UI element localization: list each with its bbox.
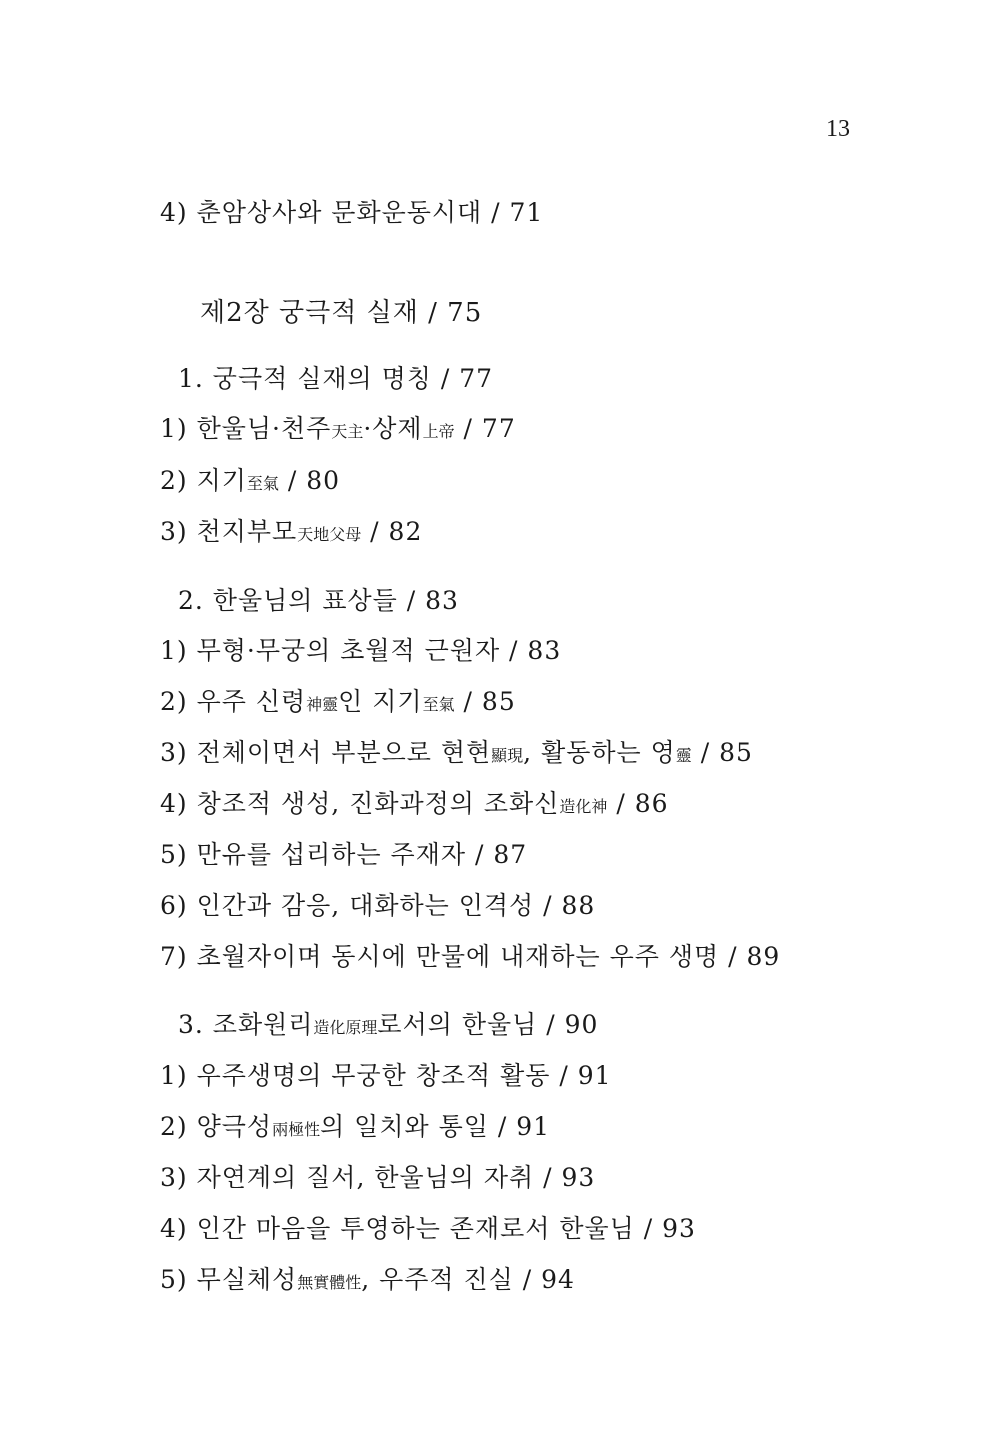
hanja-annotation: 無實體性: [297, 1273, 362, 1292]
hanja-annotation: 天主: [331, 422, 364, 441]
hanja-annotation: 顯現: [491, 746, 524, 765]
entry-text: 1) 한울님·천주: [160, 414, 332, 443]
section-heading: 2. 한울님의 표상들 / 83: [178, 586, 459, 615]
entry-text: / 77: [454, 414, 516, 443]
toc-entry: [160, 464, 340, 501]
entry-text: 2) 지기: [160, 466, 247, 495]
toc-entry: 3) 자연계의 질서, 한울님의 자취 / 93: [160, 1163, 596, 1192]
toc-entry: [160, 1110, 550, 1147]
chapter-heading: 제2장 궁극적 실재 / 75: [200, 298, 483, 328]
entry-text: 2) 우주 신령: [160, 687, 307, 716]
toc-entry: [160, 412, 516, 449]
entry-text: 2) 양극성: [160, 1112, 273, 1141]
hanja-annotation: 造化原理: [313, 1018, 378, 1037]
hanja-annotation: 靈: [675, 746, 692, 765]
toc-entry: 1) 무형·무궁의 초월적 근원자 / 83: [160, 636, 562, 665]
entry-text: 5) 무실체성: [160, 1265, 298, 1294]
entry-text: 3. 조화원리: [178, 1010, 314, 1039]
toc-entry: [160, 1263, 575, 1300]
hanja-annotation: 上帝: [422, 422, 455, 441]
toc-entry: [160, 736, 753, 773]
toc-entry: [160, 787, 669, 824]
toc-entry: [160, 515, 422, 552]
hanja-annotation: 至氣: [246, 474, 279, 493]
entry-text: / 85: [454, 687, 516, 716]
entry-text: 로서의 한울님 / 90: [377, 1010, 599, 1039]
hanja-annotation: 神靈: [306, 695, 339, 714]
entry-text: / 86: [607, 789, 669, 818]
hanja-annotation: 天地父母: [297, 525, 362, 544]
entry-text: 인 지기: [338, 687, 423, 716]
hanja-annotation: 造化神: [559, 797, 608, 816]
entry-text: , 우주적 진실 / 94: [361, 1265, 575, 1294]
toc-entry: 6) 인간과 감응, 대화하는 인격성 / 88: [160, 891, 596, 920]
section-heading: [178, 1008, 598, 1045]
entry-text: 4) 창조적 생성, 진화과정의 조화신: [160, 789, 560, 818]
toc-entry: 1) 우주생명의 무궁한 창조적 활동 / 91: [160, 1061, 612, 1090]
entry-text: ·상제: [363, 414, 423, 443]
entry-text: 3) 천지부모: [160, 517, 298, 546]
hanja-annotation: 兩極性: [272, 1120, 321, 1139]
entry-text: / 82: [361, 517, 423, 546]
entry-text: , 활동하는 영: [523, 738, 676, 767]
hanja-annotation: 至氣: [422, 695, 455, 714]
section-heading: 1. 궁극적 실재의 명칭 / 77: [178, 364, 494, 393]
toc-entry: 5) 만유를 섭리하는 주재자 / 87: [160, 840, 528, 869]
toc-entry: [160, 685, 516, 722]
entry-text: / 85: [691, 738, 753, 767]
toc-entry: 7) 초월자이며 동시에 만물에 내재하는 우주 생명 / 89: [160, 942, 781, 971]
toc-entry: 4) 인간 마음을 투영하는 존재로서 한울님 / 93: [160, 1214, 696, 1243]
toc-entry: 4) 춘암상사와 문화운동시대 / 71: [160, 198, 544, 227]
entry-text: / 80: [278, 466, 341, 495]
page-number: 13: [826, 116, 850, 142]
entry-text: 3) 전체이면서 부분으로 현현: [160, 738, 492, 767]
entry-text: 의 일치와 통일 / 91: [320, 1112, 551, 1141]
